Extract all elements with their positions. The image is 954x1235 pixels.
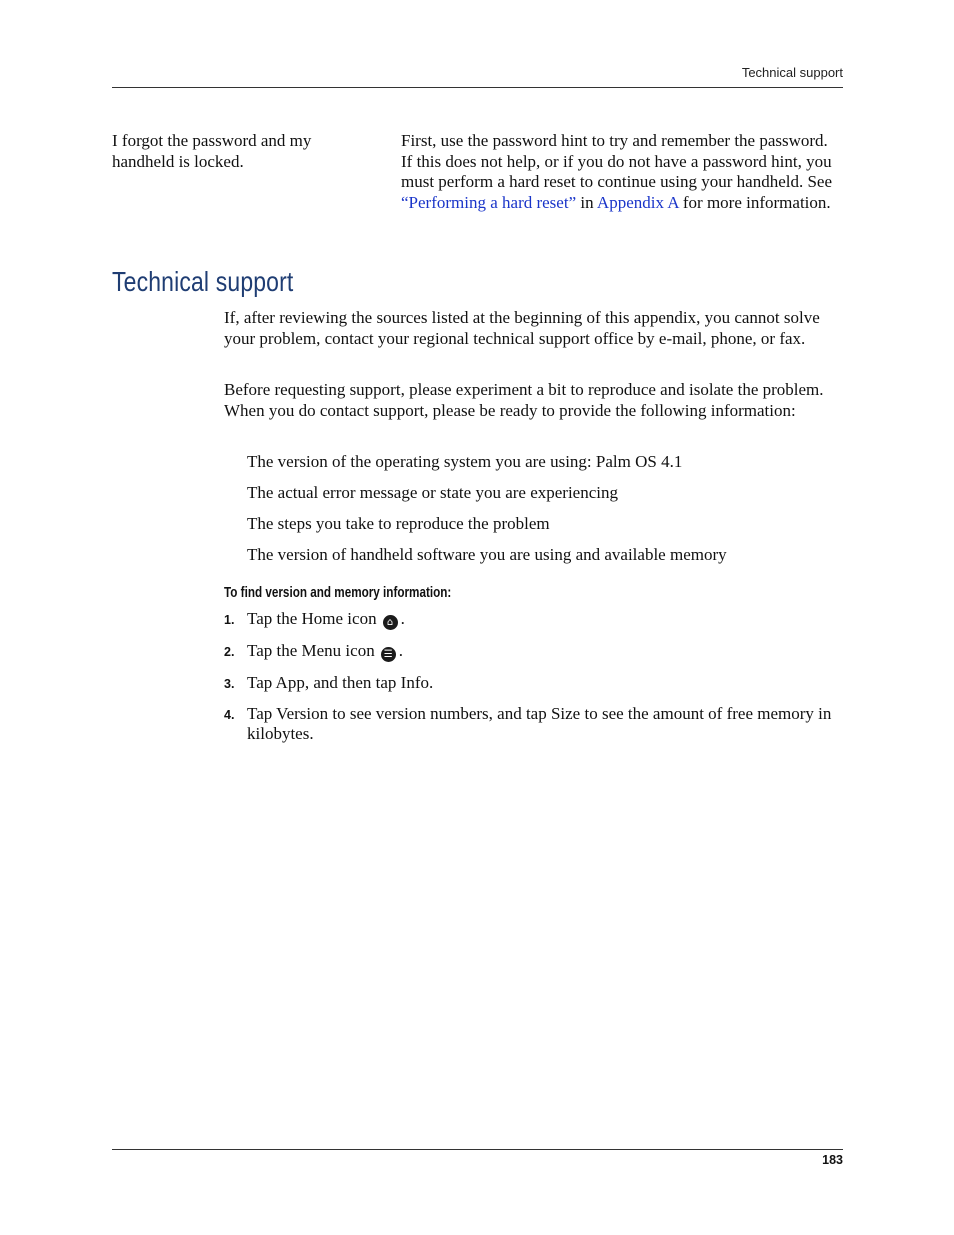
list-item: The version of handheld software you are using and available memory xyxy=(247,545,727,564)
page-number: 183 xyxy=(822,1153,843,1167)
list-item: The steps you take to reproduce the problem xyxy=(247,514,550,533)
solution-text xyxy=(401,131,843,213)
step-suffix: . xyxy=(398,640,403,660)
header-rule xyxy=(112,87,843,88)
running-header-title: Technical support xyxy=(741,65,843,80)
list-item: The actual error message or state you are experiencing xyxy=(247,483,618,502)
list-item: The version of the operating system you are using: Palm OS 4.1 xyxy=(247,452,683,471)
home-icon: ⌂ xyxy=(383,615,398,630)
procedure-heading: To find version and memory information: xyxy=(224,584,452,601)
step-item xyxy=(224,609,844,630)
solution-text-end: for more information. xyxy=(678,192,831,212)
appendix-a-link[interactable]: Appendix A xyxy=(596,192,679,212)
step-item xyxy=(224,673,844,694)
solution-text-middle: in xyxy=(576,192,597,212)
support-paragraph: Before requesting support, please experiment a bit to reproduce and isolate the problem. When you do contact support, please be ready to provide the following information: xyxy=(224,380,824,420)
problem-text: I forgot the password and my handheld is locked. xyxy=(112,131,312,171)
section-heading: Technical support xyxy=(112,266,294,297)
step-number: 3. xyxy=(224,676,235,691)
procedure-steps xyxy=(224,609,844,756)
step-text: Tap the Home icon xyxy=(247,609,377,628)
menu-icon: ☰ xyxy=(381,647,396,662)
step-number: 1. xyxy=(224,613,235,627)
step-item xyxy=(224,704,844,745)
step-suffix: . xyxy=(400,609,405,628)
footer-rule xyxy=(112,1149,843,1150)
step-text: Tap App, and then tap Info. xyxy=(247,672,434,692)
intro-paragraph: If, after reviewing the sources listed at the beginning of this appendix, you cannot solve your problem, contact your regional technical support office by e-mail, phone, or fax. xyxy=(224,308,820,348)
solution-text-start: First, use the password hint to try and remember the password. If this does not help, or if you do not have a password hint, you must perform a hard reset to continue using your handheld. See xyxy=(401,131,833,191)
performing-hard-reset-link[interactable]: “Performing a hard reset” xyxy=(401,192,577,212)
step-number: 2. xyxy=(224,644,235,659)
step-text: Tap Version to see version numbers, and tap Size to see the amount of free memory in kilobytes. xyxy=(247,703,832,744)
step-number: 4. xyxy=(224,707,235,722)
step-text: Tap the Menu icon xyxy=(247,640,375,660)
information-list xyxy=(247,452,844,576)
step-item xyxy=(224,641,844,662)
